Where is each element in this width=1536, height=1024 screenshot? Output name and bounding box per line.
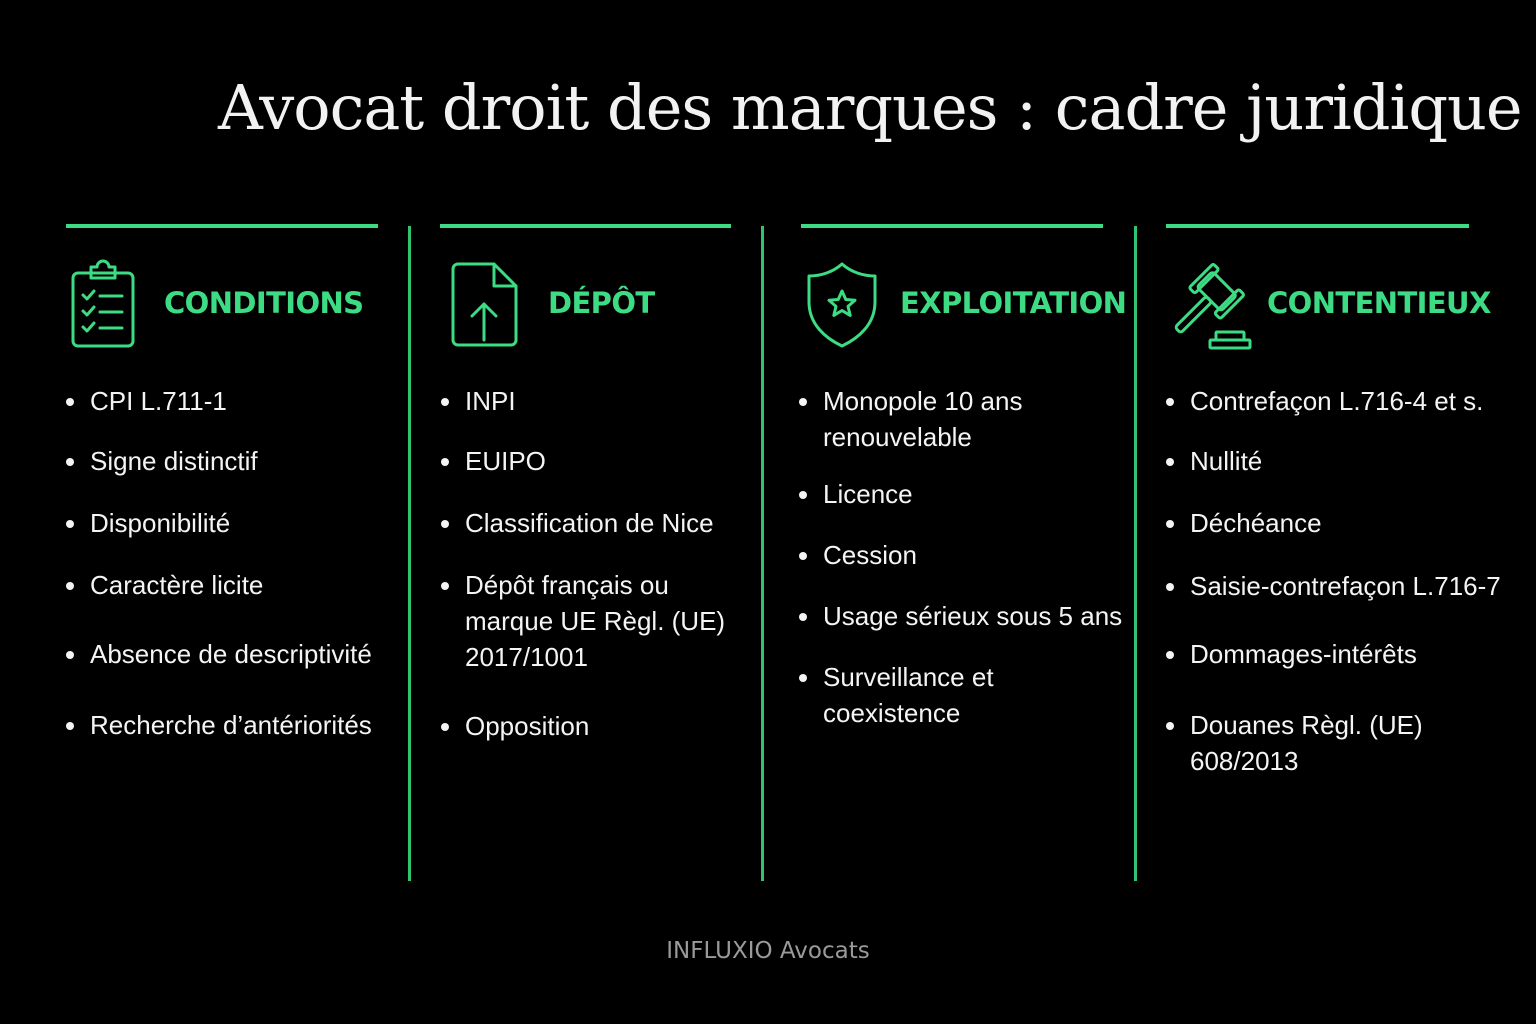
- clipboard-checklist-icon: [68, 258, 140, 350]
- list-item: Absence de descriptivité: [66, 636, 410, 672]
- list-item: Usage sérieux sous 5 ans: [799, 598, 1143, 634]
- column-divider: [408, 226, 411, 881]
- list-item: Cession: [799, 537, 1133, 573]
- column-top-line-contentieux: [1166, 224, 1469, 228]
- list-item: Contrefaçon L.716-4 et s.: [1166, 383, 1520, 419]
- list-item: Dépôt français ou marque UE Règl. (UE) 2017/1001: [441, 567, 745, 675]
- column-header-exploitation: [805, 258, 1125, 354]
- list-item: Nullité: [1166, 443, 1520, 479]
- list-item: Dommages-intérêts: [1166, 636, 1520, 672]
- list-item: Signe distinctif: [66, 443, 410, 479]
- column-title-exploitation: EXPLOITATION: [900, 286, 1127, 320]
- list-item: Opposition: [441, 708, 765, 744]
- column-top-line-depot: [440, 224, 731, 228]
- list-item: CPI L.711-1: [66, 383, 410, 419]
- list-item: Déchéance: [1166, 505, 1520, 541]
- column-divider: [761, 226, 764, 881]
- list-item: EUIPO: [441, 443, 765, 479]
- footer-brand: INFLUXIO Avocats: [666, 938, 870, 964]
- file-upload-icon: [450, 258, 520, 350]
- list-item: Caractère licite: [66, 567, 410, 603]
- page-title: Avocat droit des marques : cadre juridique: [218, 71, 1522, 144]
- column-title-conditions: CONDITIONS: [164, 286, 364, 320]
- list-item: Saisie-contrefaçon L.716-7: [1166, 568, 1530, 604]
- column-divider: [1134, 226, 1137, 881]
- column-title-contentieux: CONTENTIEUX: [1267, 286, 1491, 320]
- column-header-depot: [450, 258, 740, 354]
- list-item: Licence: [799, 476, 1133, 512]
- column-header-contentieux: [1170, 258, 1510, 354]
- list-item: INPI: [441, 383, 765, 419]
- shield-star-icon: [805, 258, 879, 350]
- list-item: Surveillance et coexistence: [799, 659, 1053, 731]
- column-top-line-exploitation: [801, 224, 1103, 228]
- list-item: Douanes Règl. (UE) 608/2013: [1166, 707, 1440, 779]
- list-item: Classification de Nice: [441, 505, 765, 541]
- list-item: Recherche d’antériorités: [66, 707, 410, 743]
- list-item: Disponibilité: [66, 505, 410, 541]
- gavel-icon: [1170, 258, 1256, 350]
- list-item: Monopole 10 ans renouvelable: [799, 383, 1083, 455]
- column-header-conditions: [68, 258, 398, 354]
- column-title-depot: DÉPÔT: [548, 286, 655, 320]
- column-top-line-conditions: [66, 224, 378, 228]
